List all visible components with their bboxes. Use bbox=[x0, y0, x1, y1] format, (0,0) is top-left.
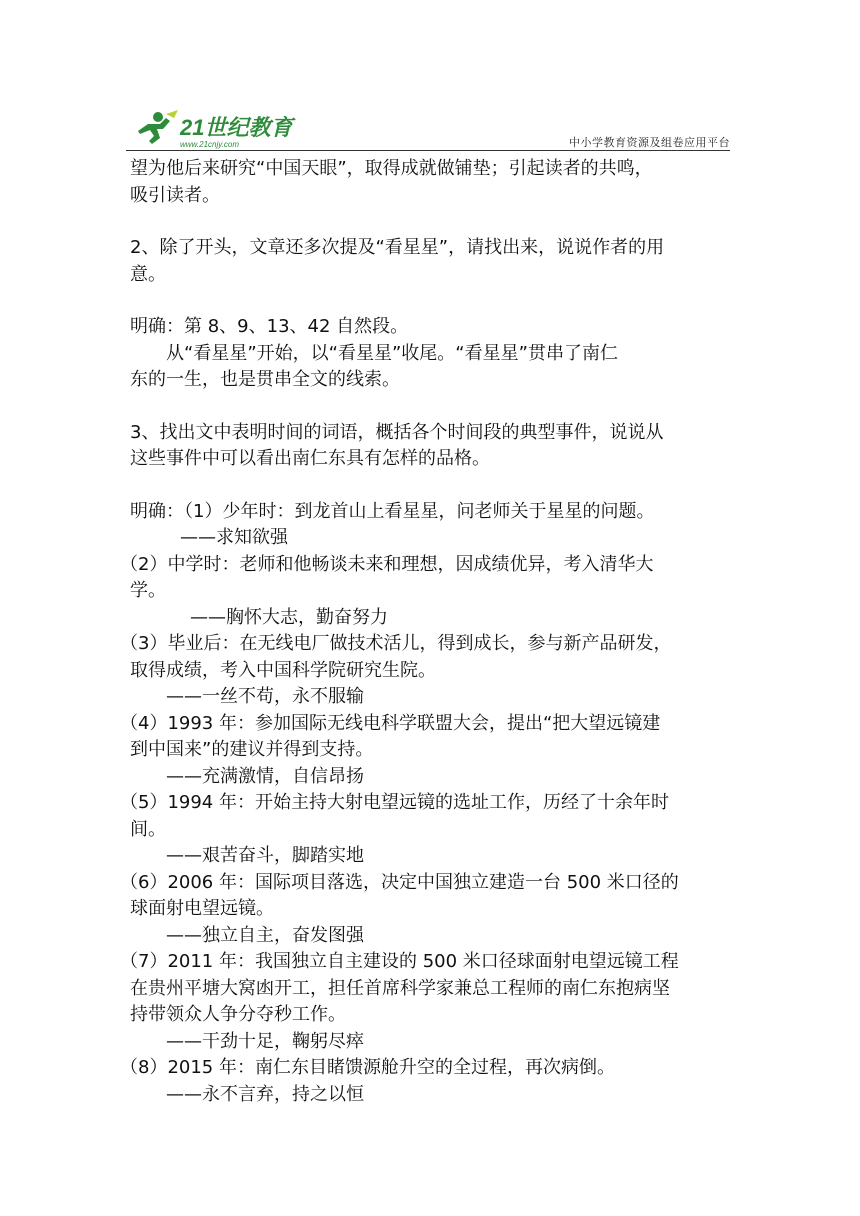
answer-2-line-2: 从“看星星”开始，以“看星星”收尾。“看星星”贯串了南仁 bbox=[166, 342, 618, 364]
answer-3-item-8-line-1: （8）2015 年：南仁东目睹馈源舱升空的全过程，再次病倒。 bbox=[120, 1057, 615, 1078]
logo bbox=[126, 108, 336, 150]
page-header bbox=[126, 108, 730, 152]
answer-3-item-6-line-2: 球面射电望远镜。 bbox=[130, 898, 274, 919]
platform-slogan: 中小学教育资源及组卷应用平台 bbox=[569, 136, 730, 149]
header-divider bbox=[126, 150, 730, 151]
question-2-line-2: 意。 bbox=[130, 263, 166, 285]
answer-3-item-6-line-1: （6）2006 年：国际项目落选，决定中国独立建造一台 500 米口径的 bbox=[120, 871, 679, 893]
spacer bbox=[130, 394, 734, 420]
answer-2-line-3: 东的一生，也是贯串全文的线索。 bbox=[130, 369, 400, 390]
spacer bbox=[130, 288, 734, 314]
document-body bbox=[120, 156, 734, 1108]
answer-3-item-2-line-2: 学。 bbox=[130, 580, 166, 601]
answer-3-quality-4: ——充满激情，自信昂扬 bbox=[166, 765, 364, 787]
answer-3-quality-3: ——一丝不苟，永不服输 bbox=[166, 686, 364, 707]
question-2-line-1: 2、除了开头，文章还多次提及“看星星”，请找出来，说说作者的用 bbox=[130, 237, 665, 258]
runner-icon bbox=[138, 110, 178, 144]
answer-3-quality-7: ——干劲十足，鞠躬尽瘁 bbox=[166, 1030, 364, 1052]
question-3-line-1: 3、找出文中表明时间的词语，概括各个时间段的典型事件，说说从 bbox=[130, 421, 664, 443]
answer-3-quality-8: ——永不言弃，持之以恒 bbox=[166, 1083, 364, 1105]
answer-3-item-2-line-1: （2）中学时：老师和他畅谈未来和理想，因成绩优异，考入清华大 bbox=[120, 553, 654, 575]
answer-3-item-1: 明确：（1）少年时：到龙首山上看星星，问老师关于星星的问题。 bbox=[130, 500, 655, 522]
answer-3-item-4-line-2: 到中国来”的建议并得到支持。 bbox=[130, 739, 374, 760]
intro-line-2: 吸引读者。 bbox=[130, 184, 220, 206]
answer-3-quality-2: ——胸怀大志，勤奋努力 bbox=[190, 606, 388, 628]
answer-3-item-7-line-1: （7）2011 年：我国独立自主建设的 500 米口径球面射电望远镜工程 bbox=[120, 951, 679, 972]
answer-3-item-3-line-2: 取得成绩，考入中国科学院研究生院。 bbox=[130, 659, 436, 681]
answer-3-item-7-line-2: 在贵州平塘大窝凼开工，担任首席科学家兼总工程师的南仁东抱病坚 bbox=[130, 977, 670, 999]
answer-2-line-1: 明确：第 8、9、13、42 自然段。 bbox=[130, 316, 409, 337]
spacer bbox=[130, 209, 734, 235]
answer-3-item-4-line-1: （4）1993 年：参加国际无线电科学联盟大会，提出“把大望远镜建 bbox=[120, 712, 661, 734]
answer-3-item-7-line-3: 持带领众人争分夺秒工作。 bbox=[130, 1004, 346, 1025]
question-3-line-2: 这些事件中可以看出南仁东具有怎样的品格。 bbox=[130, 448, 490, 469]
answer-3-item-5-line-2: 间。 bbox=[130, 818, 166, 840]
answer-3-quality-1: ——求知欲强 bbox=[180, 527, 288, 548]
logo-main-text: 21世纪教育 bbox=[180, 115, 293, 140]
answer-3-quality-5: ——艰苦奋斗，脚踏实地 bbox=[166, 845, 364, 866]
intro-line-1: 望为他后来研究“中国天眼”，取得成就做铺垫；引起读者的共鸣， bbox=[130, 158, 653, 179]
answer-3-quality-6: ——独立自主，奋发图强 bbox=[166, 924, 364, 946]
answer-3-item-5-line-1: （5）1994 年：开始主持大射电望远镜的选址工作，历经了十余年时 bbox=[120, 792, 669, 813]
spacer bbox=[130, 473, 734, 499]
logo-url-text: www.21cnjy.com bbox=[180, 140, 239, 149]
answer-3-item-3-line-1: （3）毕业后：在无线电厂做技术活儿，得到成长，参与新产品研发， bbox=[120, 633, 672, 654]
